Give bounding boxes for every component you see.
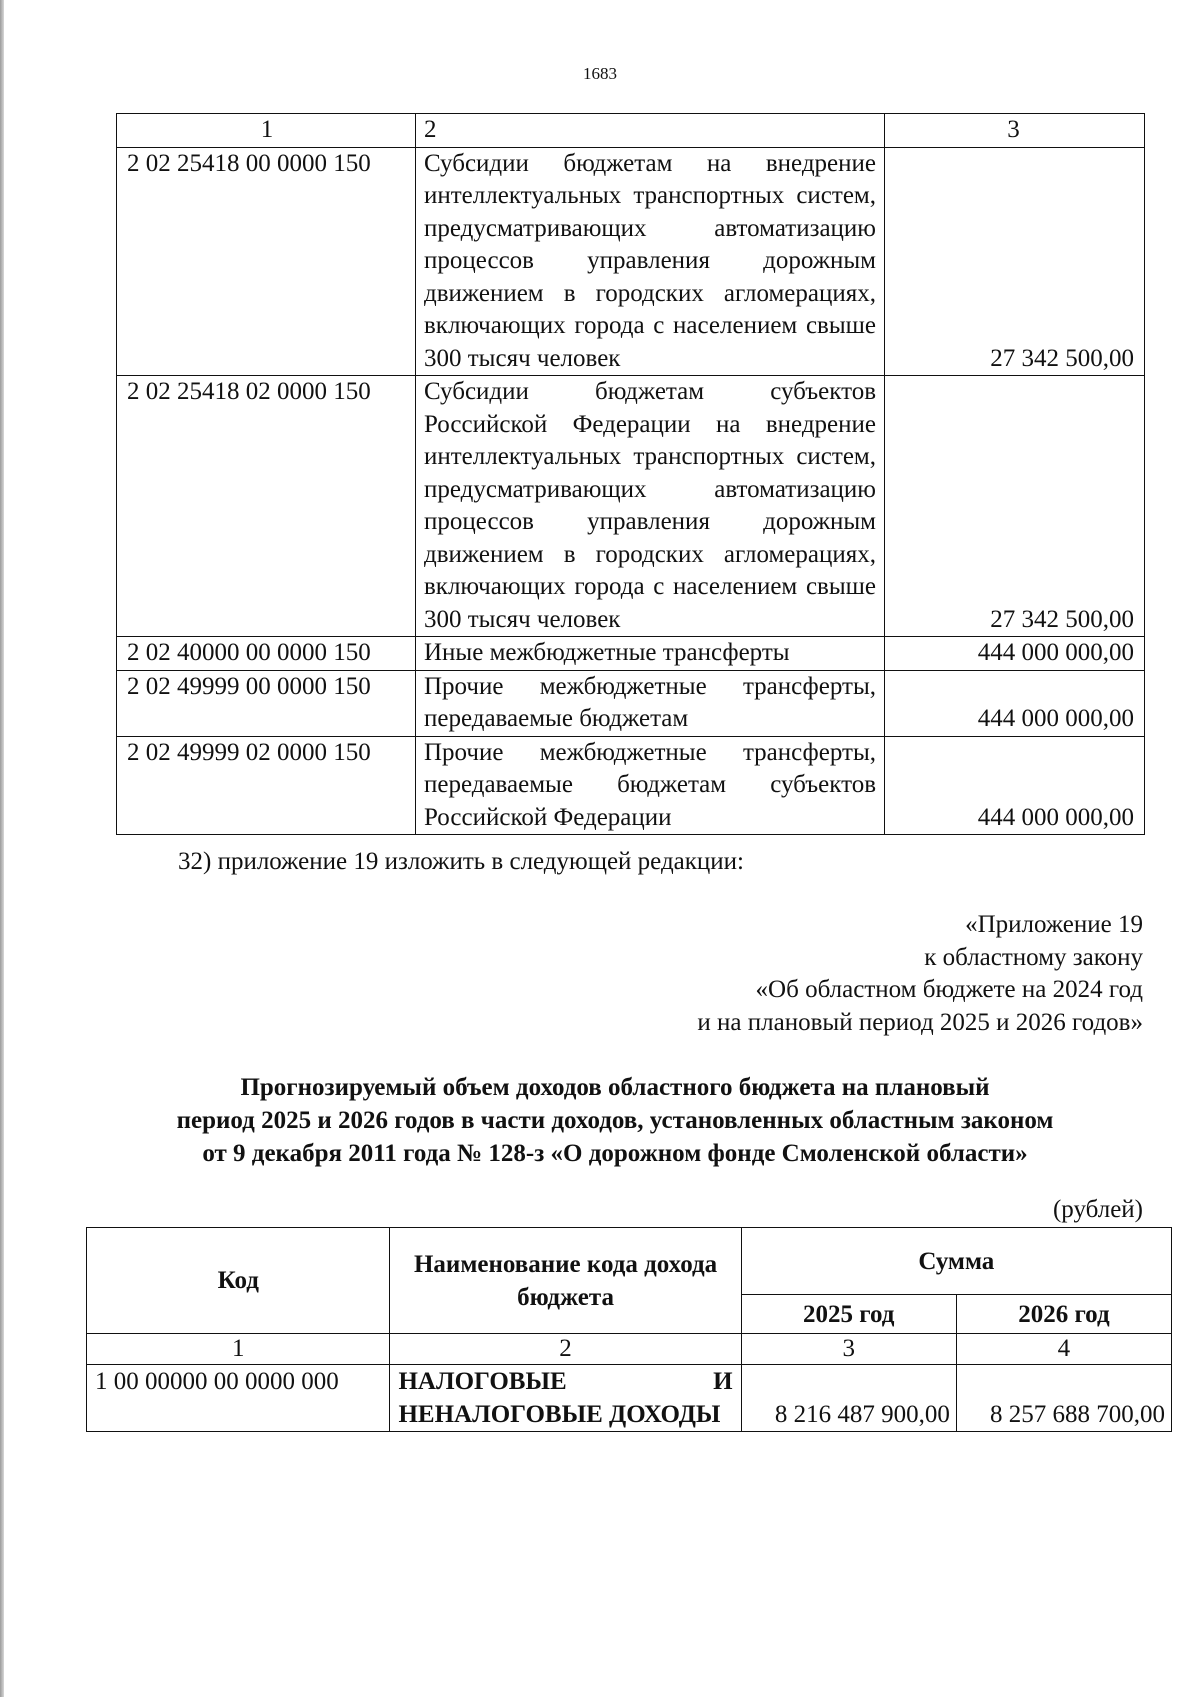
column-header-2: 2 bbox=[416, 114, 885, 148]
row-amount: 444 000 000,00 bbox=[885, 670, 1145, 736]
table-row bbox=[117, 736, 1145, 835]
row-amount-2025: 8 216 487 900,00 bbox=[741, 1365, 956, 1432]
row-code: 2 02 49999 02 0000 150 bbox=[117, 736, 416, 835]
row-amount: 27 342 500,00 bbox=[885, 376, 1145, 637]
appendix-line: к областному закону bbox=[924, 943, 1143, 971]
table-row bbox=[117, 637, 1145, 671]
row-code: 2 02 25418 00 0000 150 bbox=[117, 147, 416, 376]
header-sum: Сумма bbox=[741, 1228, 1171, 1295]
forecast-revenue-table bbox=[86, 1227, 1172, 1432]
table-row bbox=[87, 1365, 1172, 1432]
header-year-2026: 2026 год bbox=[956, 1295, 1171, 1334]
column-header-1: 1 bbox=[117, 114, 416, 148]
row-amount: 27 342 500,00 bbox=[885, 147, 1145, 376]
row-name: Субсидии бюджетам субъектов Российской Федерации на внедрение интеллектуальных транспортных систем, предусматривающих автоматизацию процессов управления дорожным движением в городских агломерациях, включающих города с населением свыше 300 тысяч человек bbox=[416, 376, 885, 637]
row-code: 2 02 25418 02 0000 150 bbox=[117, 376, 416, 637]
amendment-paragraph: 32) приложение 19 изложить в следующей редакции: bbox=[178, 848, 744, 875]
header-name: Наименование кода дохода бюджета bbox=[390, 1228, 741, 1334]
column-number: 4 bbox=[956, 1334, 1171, 1365]
document-title bbox=[90, 1071, 1140, 1170]
row-name: НАЛОГОВЫЕ И НЕНАЛОГОВЫЕ ДОХОДЫ bbox=[390, 1365, 741, 1432]
row-code: 2 02 40000 00 0000 150 bbox=[117, 637, 416, 671]
appendix-line: и на плановый период 2025 и 2026 годов» bbox=[697, 1008, 1143, 1036]
table-row bbox=[117, 670, 1145, 736]
column-number: 1 bbox=[87, 1334, 390, 1365]
row-code: 2 02 49999 00 0000 150 bbox=[117, 670, 416, 736]
column-numbers-row bbox=[87, 1334, 1172, 1365]
row-name: Субсидии бюджетам на внедрение интеллектуальных транспортных систем, предусматривающих автоматизацию процессов управления дорожным движением в городских агломерациях, включающих города с населением свыше 300 тысяч человек bbox=[416, 147, 885, 376]
unit-label: (рублей) bbox=[1052, 1196, 1143, 1223]
table-row bbox=[117, 376, 1145, 637]
scan-edge bbox=[0, 0, 4, 1697]
revenue-table-continued bbox=[116, 113, 1145, 835]
row-amount: 444 000 000,00 bbox=[885, 637, 1145, 671]
row-amount: 444 000 000,00 bbox=[885, 736, 1145, 835]
row-name: Прочие межбюджетные трансферты, передаваемые бюджетам bbox=[416, 670, 885, 736]
row-name: Прочие межбюджетные трансферты, передаваемые бюджетам субъектов Российской Федерации bbox=[416, 736, 885, 835]
title-line: Прогнозируемый объем доходов областного бюджета на плановый bbox=[240, 1074, 990, 1101]
header-year-2025: 2025 год bbox=[741, 1295, 956, 1334]
table-header-row bbox=[117, 114, 1145, 148]
appendix-line: «Приложение 19 bbox=[965, 911, 1143, 938]
table-row bbox=[117, 147, 1145, 376]
row-name: Иные межбюджетные трансферты bbox=[416, 637, 885, 671]
title-line: период 2025 и 2026 годов в части доходов, установленных областным законом bbox=[176, 1107, 1054, 1134]
header-code: Код bbox=[87, 1228, 390, 1334]
column-number: 3 bbox=[741, 1334, 956, 1365]
row-code: 1 00 00000 00 0000 000 bbox=[87, 1365, 390, 1432]
table-header-row bbox=[87, 1228, 1172, 1295]
appendix-reference bbox=[697, 909, 1143, 1039]
column-number: 2 bbox=[390, 1334, 741, 1365]
row-amount-2026: 8 257 688 700,00 bbox=[956, 1365, 1171, 1432]
column-header-3: 3 bbox=[885, 114, 1145, 148]
page-number: 1683 bbox=[583, 64, 617, 83]
title-line: от 9 декабря 2011 года № 128-з «О дорожном фонде Смоленской области» bbox=[202, 1140, 1028, 1167]
appendix-line: «Об областном бюджете на 2024 год bbox=[755, 976, 1143, 1003]
